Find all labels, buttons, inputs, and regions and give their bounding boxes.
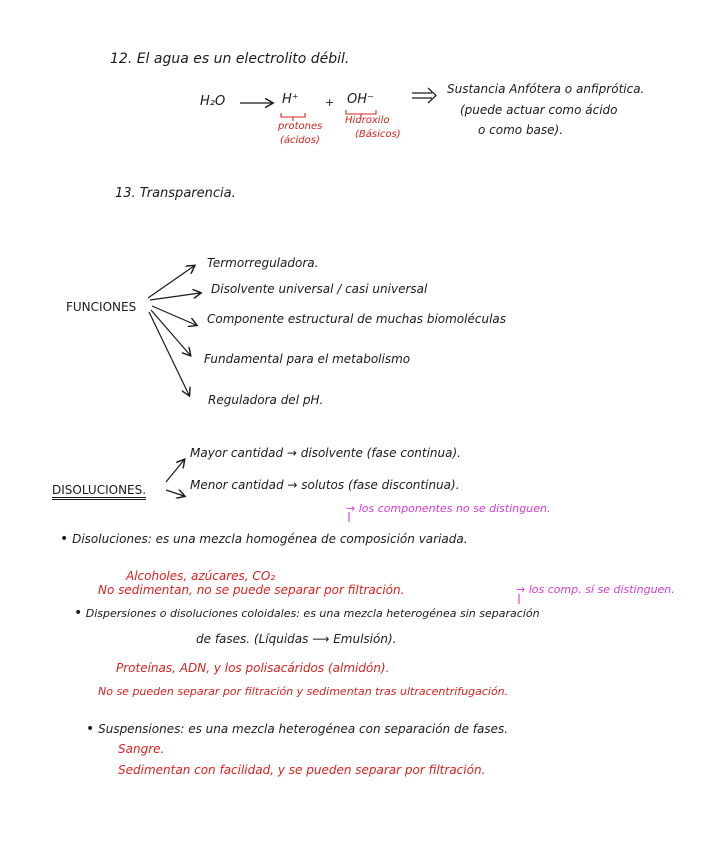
- label-acidos: (ácidos): [280, 135, 320, 146]
- suspensiones-sedimentan: Sedimentan con facilidad, y se pueden separar por filtración.: [118, 763, 486, 777]
- bullet: •: [86, 721, 95, 737]
- label-hidroxilo: Hidroxilo: [345, 115, 390, 126]
- dispersiones-definition-text: Dispersiones o disoluciones coloidales: es una mezcla heterogénea sin separación: [85, 607, 540, 620]
- suspensiones-example: Sangre.: [118, 742, 165, 756]
- disoluciones-menor: Menor cantidad → solutos (fase discontinua).: [190, 478, 460, 492]
- bullet: •: [60, 531, 69, 547]
- disoluciones-definition-text: Disoluciones: es una mezcla homogénea de composición variada.: [72, 532, 468, 546]
- funcion-item: Fundamental para el metabolismo: [204, 352, 411, 366]
- suspensiones-definition-text: Suspensiones: es una mezcla heterogénea con separación de fases.: [98, 722, 509, 736]
- formula-oh-minus: OH⁻: [347, 92, 374, 107]
- formula-h2o: H₂O: [200, 94, 226, 109]
- result-line-1: Sustancia Anfótera o anfiprótica.: [447, 82, 645, 96]
- funciones-label: FUNCIONES: [66, 300, 137, 314]
- funcion-item: Termorreguladora.: [207, 256, 319, 270]
- bracket-h: [281, 113, 305, 121]
- disoluciones-arrows: [166, 460, 184, 496]
- result-line-2: (puede actuar como ácido: [460, 103, 618, 117]
- funciones-arrows: [148, 266, 200, 395]
- note-no-distinguen: → los componentes no se distinguen.: [346, 502, 551, 515]
- formula-h-plus: H⁺: [282, 92, 299, 107]
- disoluciones-example: Alcoholes, azúcares, CO₂: [126, 569, 276, 583]
- implies-arrow: [412, 88, 436, 103]
- disoluciones-no-sedimentan: No sedimentan, no se puede separar por filtración.: [98, 583, 405, 597]
- label-protones: protones: [278, 121, 323, 132]
- bullet: •: [74, 605, 83, 621]
- funcion-item: Componente estructural de muchas biomoléculas: [207, 312, 507, 326]
- formula-plus: +: [325, 96, 335, 109]
- disoluciones-label: DISOLUCIONES.: [52, 484, 146, 500]
- dispersiones-examples: Proteínas, ADN, y los polisacáridos (almidón).: [116, 661, 390, 675]
- result-line-3: o como base).: [478, 123, 564, 137]
- label-basicos: (Básicos): [355, 129, 401, 140]
- section-12-heading: 12. El agua es un electrolito débil.: [110, 51, 350, 67]
- disoluciones-mayor: Mayor cantidad → disolvente (fase continua).: [190, 446, 461, 460]
- section-13-heading: 13. Transparencia.: [115, 186, 236, 201]
- dispersiones-line-2: de fases. (Líquidas ⟶ Emulsión).: [196, 632, 397, 646]
- bracket-oh: [346, 110, 376, 118]
- dispersiones-separation: No se pueden separar por filtración y sedimentan tras ultracentrifugación.: [98, 685, 509, 698]
- funcion-item: Reguladora del pH.: [208, 393, 324, 407]
- note-si-distinguen: → los comp. sí se distinguen.: [516, 583, 675, 596]
- funcion-item: Disolvente universal / casi universal: [211, 282, 428, 296]
